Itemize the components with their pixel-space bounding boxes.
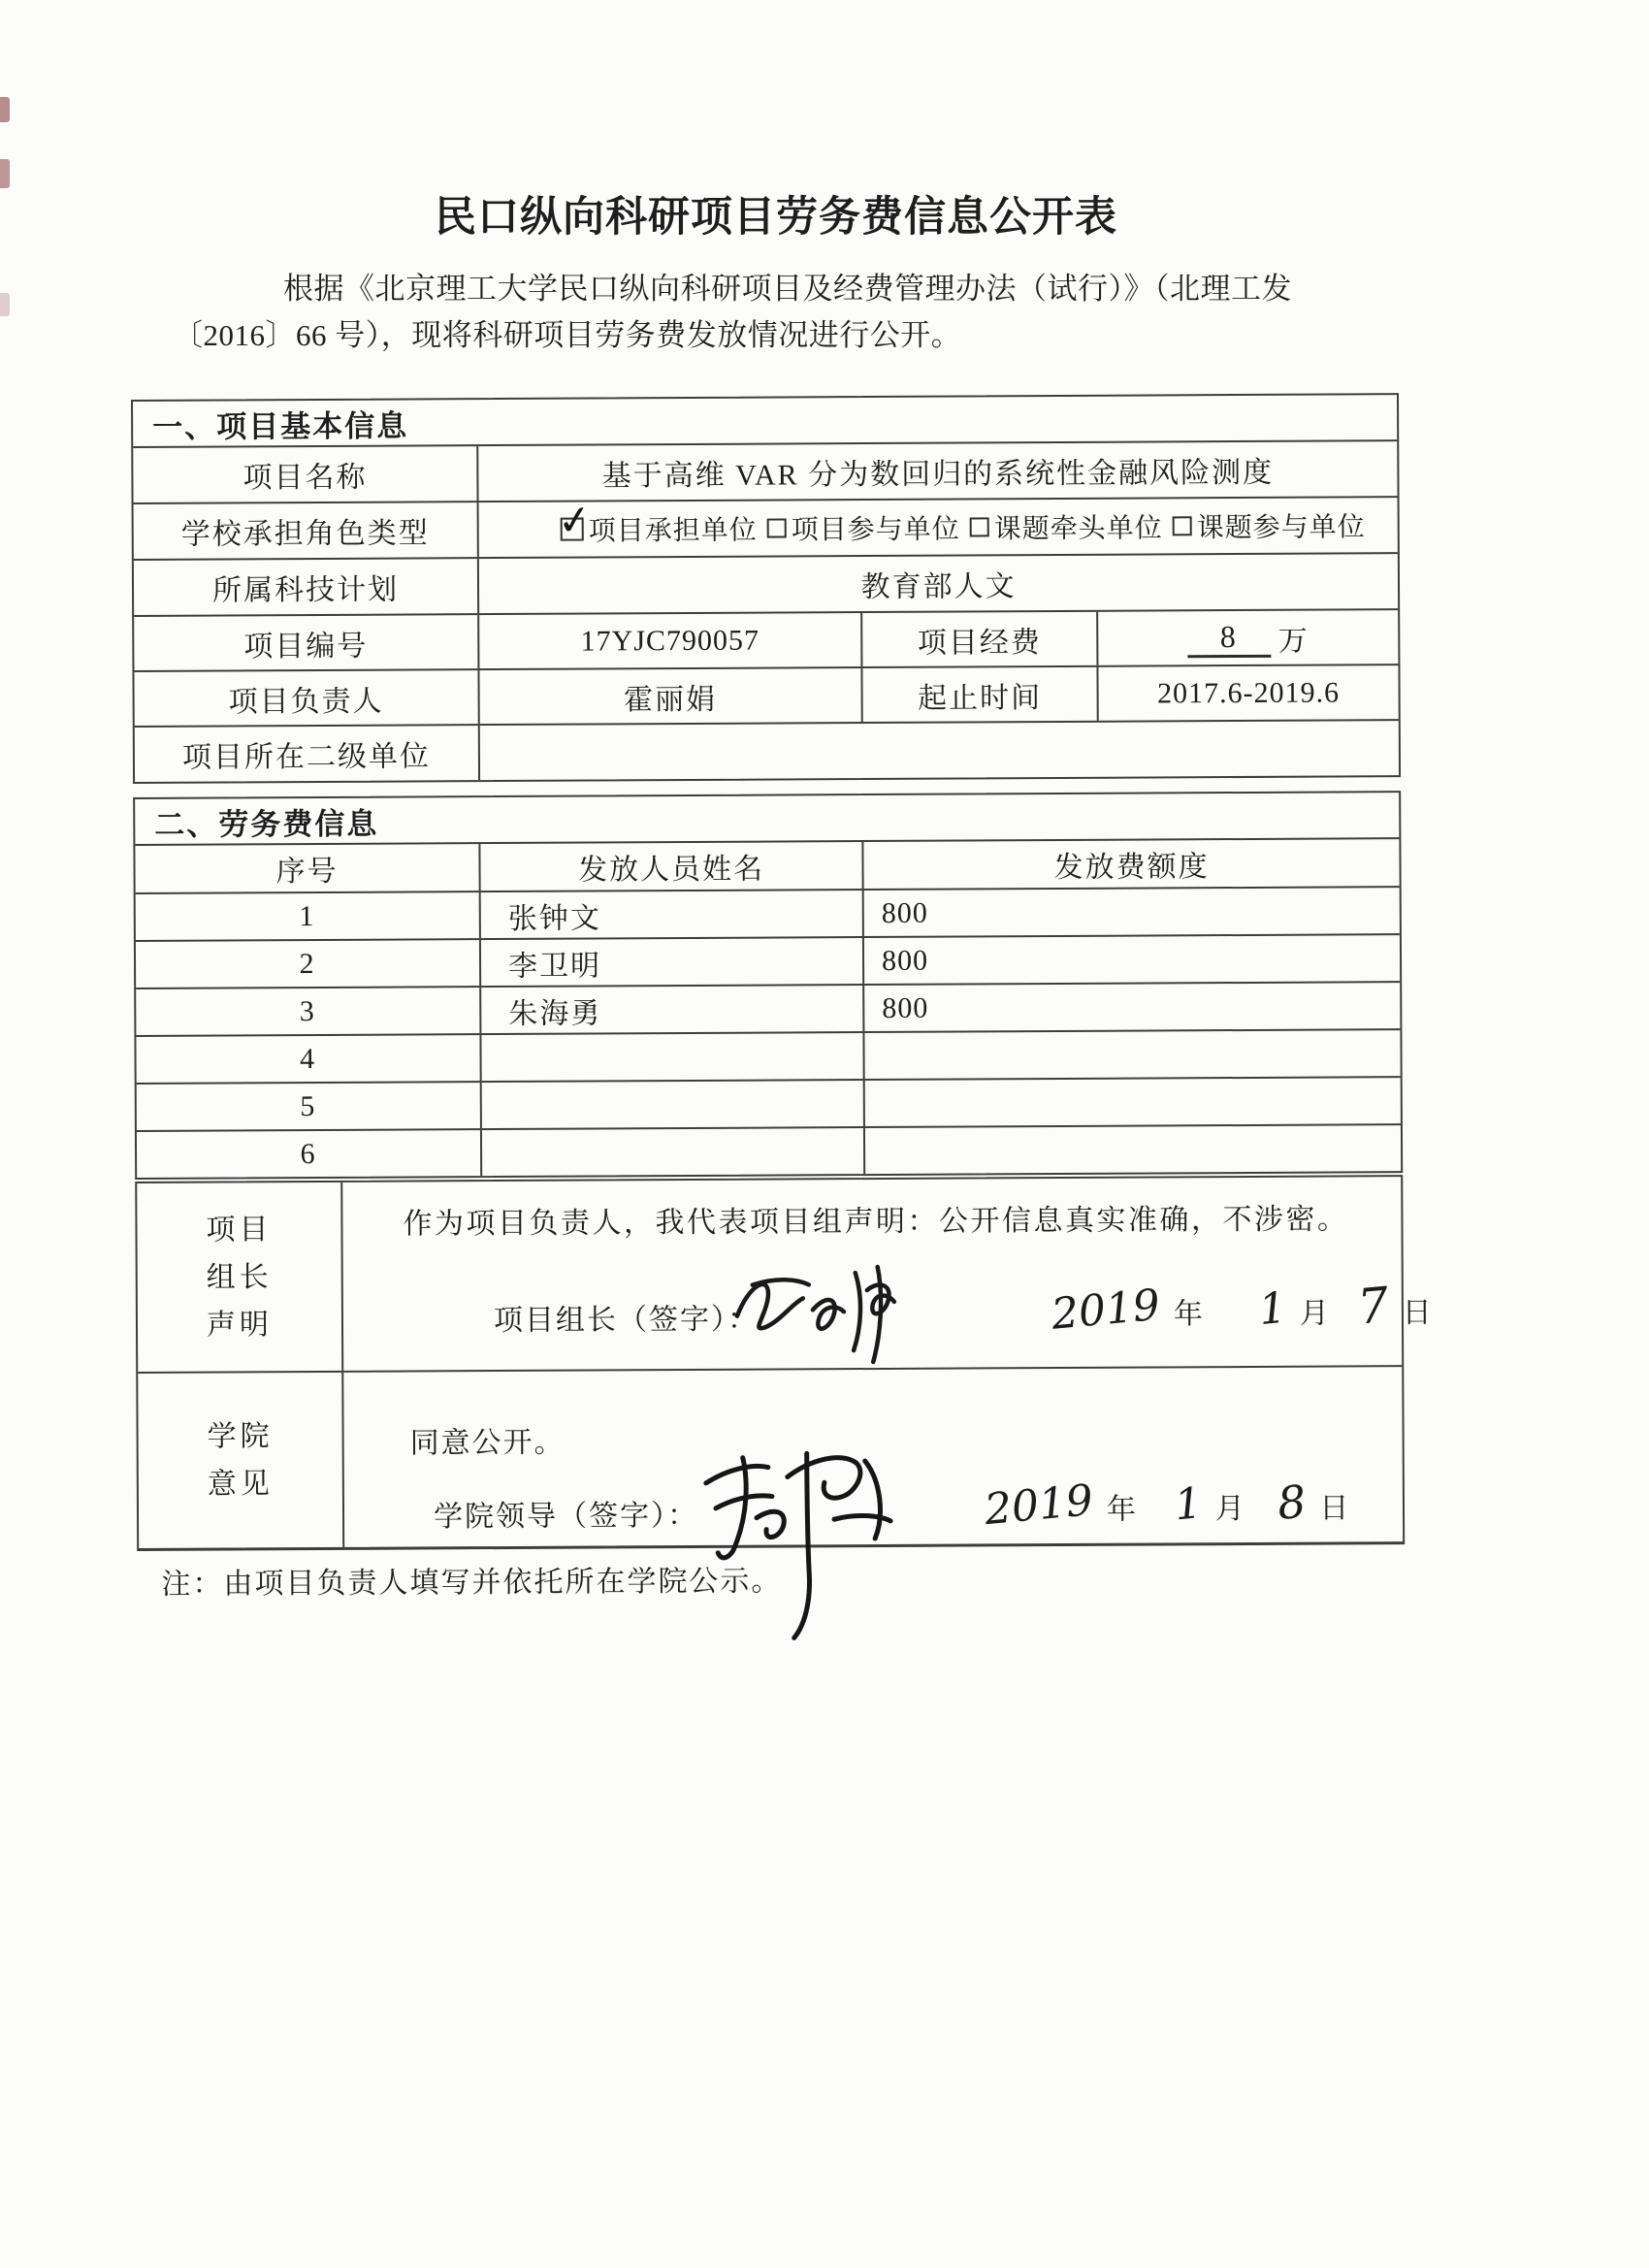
declaration-label <box>137 1183 341 1372</box>
secondary-unit-label: 项目所在二级单位 <box>181 740 432 774</box>
fee-name <box>480 1128 863 1176</box>
fee-name: 张钟文 <box>479 891 862 938</box>
fee-no: 5 <box>300 1089 317 1122</box>
role-option <box>960 506 1163 546</box>
role-type-label: 学校承担角色类型 <box>180 517 430 551</box>
fee-table <box>133 791 1403 1180</box>
college-opinion-content: 同意公开。 <box>409 1426 566 1460</box>
section-heading-basic-info: 一、项目基本信息 <box>152 408 409 444</box>
scan-mark <box>0 293 10 316</box>
college-date-year-unit: 年 <box>1106 1493 1137 1526</box>
fee-amount <box>862 1030 1400 1079</box>
fee-name: 李卫明 <box>479 938 862 986</box>
role-type-options <box>477 494 1398 557</box>
leader-label: 项目负责人 <box>228 685 384 718</box>
fee-amount <box>863 1125 1401 1174</box>
checkbox-icon <box>767 518 787 537</box>
checkbox-icon <box>1173 516 1192 535</box>
declaration-date-day: 7 <box>1355 1276 1392 1336</box>
intro-line-2: 〔2016〕66 号），现将科研项目劳务费发放情况进行公开。 <box>173 318 962 352</box>
declaration-label-line: 组长 <box>206 1260 273 1294</box>
college-date-year: 2019 <box>982 1475 1096 1536</box>
funding-label: 项目经费 <box>860 612 1096 666</box>
fee-amount: 800 <box>862 888 1400 936</box>
college-opinion-label <box>138 1373 342 1548</box>
college-date-month: 1 <box>1172 1478 1205 1531</box>
fee-no: 1 <box>299 899 316 932</box>
duration-label: 起止时间 <box>860 667 1096 722</box>
college-opinion-block <box>138 1365 1403 1548</box>
fee-name: 朱海勇 <box>479 986 862 1033</box>
declaration-block <box>137 1177 1432 1372</box>
checkmark-icon: ✓ <box>555 494 596 546</box>
college-date <box>982 1474 1349 1536</box>
fee-row <box>137 1076 1401 1130</box>
funding-value <box>1096 610 1398 665</box>
declaration-date-year-unit: 年 <box>1173 1298 1204 1331</box>
fee-no: 3 <box>299 994 316 1027</box>
basic-info-table <box>131 393 1401 784</box>
fee-row <box>136 886 1400 940</box>
program-value: 教育部人文 <box>477 554 1398 613</box>
project-name-value: 基于高维 VAR 分为数回归的系统性金融风险测度 <box>476 441 1397 501</box>
fee-row <box>136 933 1400 988</box>
section-heading-fee-info: 二、劳务费信息 <box>154 806 379 842</box>
leader-signature-image <box>720 1255 915 1373</box>
checkbox-icon <box>970 517 989 536</box>
fee-no: 2 <box>299 947 316 980</box>
project-name-label: 项目名称 <box>242 461 368 495</box>
declaration-date <box>1049 1276 1432 1340</box>
college-opinion-label-line: 学院 <box>207 1420 274 1453</box>
college-date-month-unit: 月 <box>1214 1493 1245 1526</box>
fee-amount: 800 <box>862 935 1400 984</box>
college-sign-label: 学院领导（签字）： <box>433 1499 699 1534</box>
college-opinion-body <box>341 1367 1403 1547</box>
project-no-value: 17YJC790057 <box>477 613 860 668</box>
project-no-label: 项目编号 <box>243 630 369 663</box>
scan-mark <box>0 97 10 122</box>
secondary-unit-value <box>478 721 1399 780</box>
signature-blocks <box>135 1175 1432 1551</box>
scan-mark <box>0 159 10 188</box>
fee-row <box>136 1028 1400 1083</box>
role-option-label: 课题参与单位 <box>1196 512 1366 544</box>
college-opinion-label-line: 意见 <box>207 1468 274 1501</box>
leader-sign-label: 项目组长（签字）： <box>493 1303 760 1338</box>
intro-line-1: 根据《北京理工大学民口纵向科研项目及经费管理办法（试行）》（北理工发 <box>283 272 1292 306</box>
page-title: 民口纵向科研项目劳务费信息公开表 <box>435 195 1117 241</box>
role-option <box>1163 505 1366 545</box>
duration-value: 2017.6-2019.6 <box>1096 665 1398 721</box>
college-date-day-unit: 日 <box>1319 1492 1349 1525</box>
fee-amount: 800 <box>862 983 1400 1031</box>
fee-row <box>137 1123 1401 1178</box>
col-header-name: 发放人员姓名 <box>478 842 861 891</box>
program-label: 所属科技计划 <box>211 573 400 607</box>
declaration-label-line: 项目 <box>206 1213 273 1247</box>
fee-no: 6 <box>300 1137 317 1170</box>
declaration-statement: 作为项目负责人，我代表项目组声明：公开信息真实准确，不涉密。 <box>403 1203 1349 1241</box>
fee-row <box>136 981 1400 1035</box>
fee-no: 4 <box>299 1042 317 1075</box>
declaration-body <box>340 1177 1432 1371</box>
role-option <box>758 508 960 548</box>
role-option-label: 课题牵头单位 <box>993 513 1163 545</box>
college-signature-image <box>689 1420 932 1649</box>
role-option-label: 项目参与单位 <box>791 514 960 546</box>
footnote: 注：由项目负责人填写并依托所在学院公示。 <box>161 1565 783 1601</box>
college-date-day: 8 <box>1275 1474 1309 1530</box>
declaration-date-year: 2019 <box>1049 1280 1163 1340</box>
declaration-date-month-unit: 月 <box>1299 1297 1330 1330</box>
form-area <box>131 393 1432 1601</box>
fee-amount <box>863 1078 1401 1126</box>
fee-name <box>479 1033 862 1081</box>
declaration-date-month: 1 <box>1256 1282 1289 1336</box>
declaration-label-line: 声明 <box>206 1308 274 1342</box>
role-option <box>555 494 758 549</box>
fee-name <box>480 1081 863 1128</box>
col-header-no: 序号 <box>275 855 339 889</box>
col-header-amount: 发放费额度 <box>861 839 1399 889</box>
checkbox-checked-icon <box>555 494 596 546</box>
role-option-label: 项目承担单位 <box>588 515 758 547</box>
declaration-date-day-unit: 日 <box>1402 1296 1432 1330</box>
leader-value: 霍丽娟 <box>477 668 860 724</box>
funding-amount: 8 <box>1187 618 1271 657</box>
funding-unit: 万 <box>1277 625 1310 658</box>
